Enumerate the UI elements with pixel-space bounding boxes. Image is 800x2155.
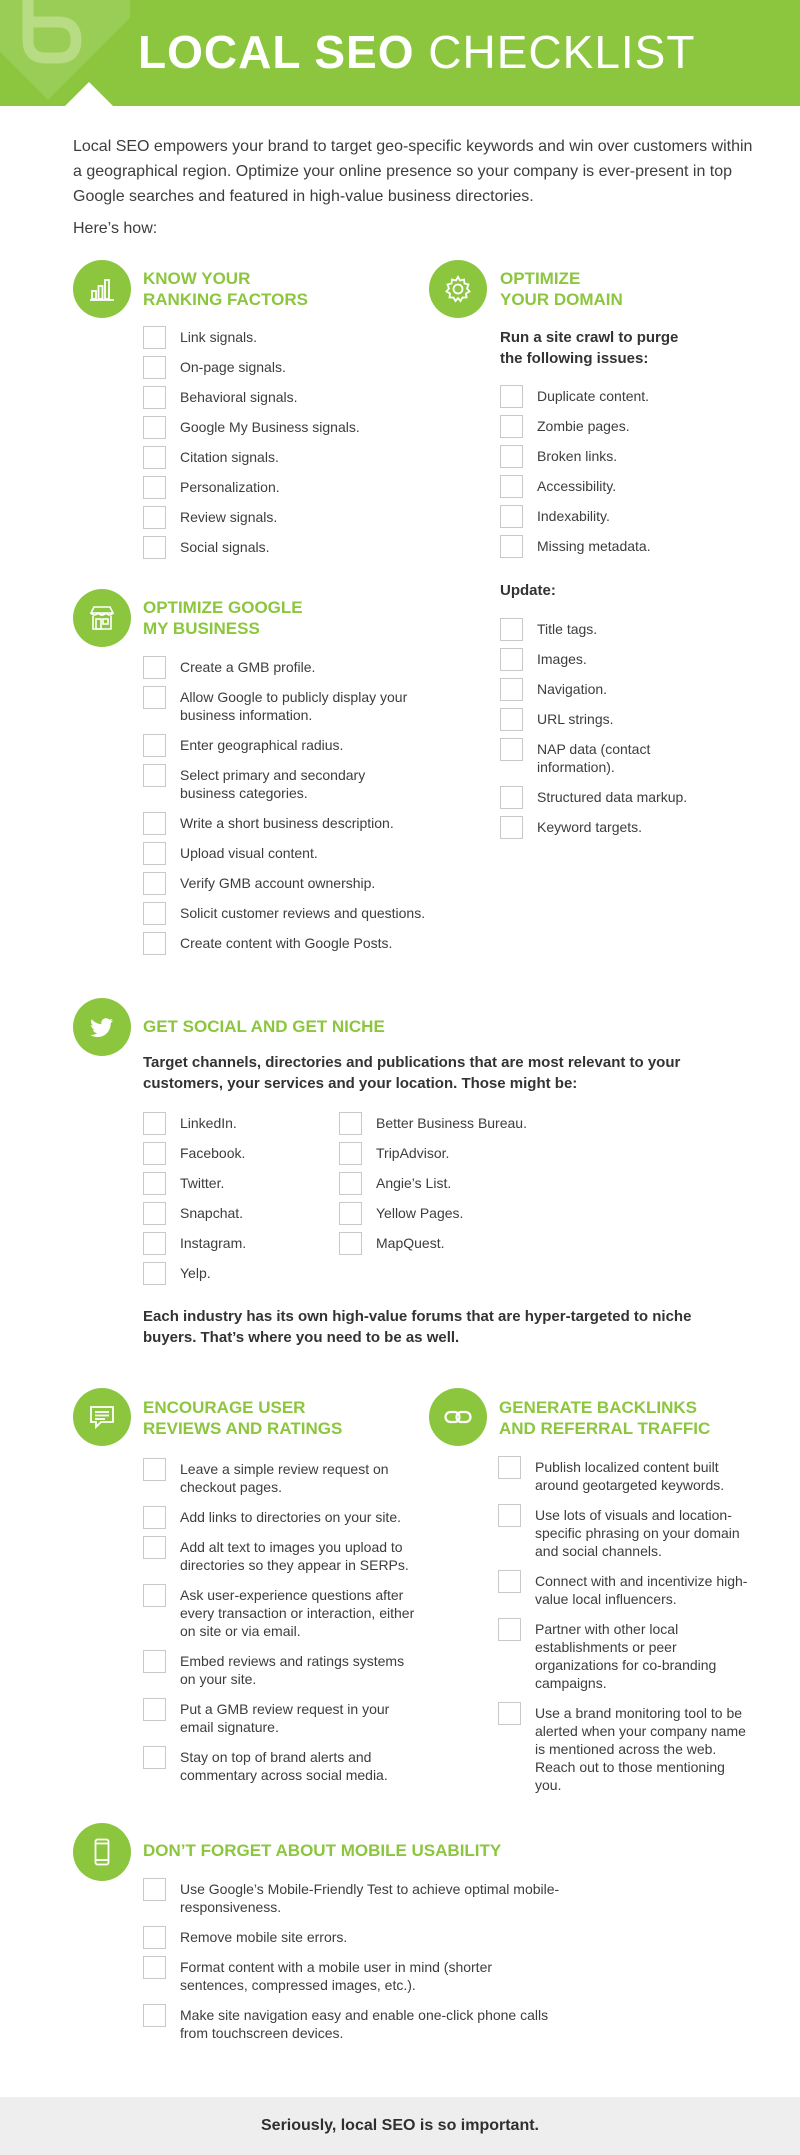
- checklist-item[interactable]: [339, 1114, 579, 1144]
- checklist-item[interactable]: [498, 1620, 748, 1704]
- checklist-item[interactable]: [498, 1572, 748, 1620]
- checklist-item[interactable]: [500, 477, 760, 507]
- mobile-section-title: DON’T FORGET ABOUT MOBILE USABILITY: [143, 1841, 502, 1860]
- checkbox[interactable]: [339, 1112, 362, 1135]
- checklist-item[interactable]: [143, 1508, 418, 1538]
- checklist-item[interactable]: [143, 736, 443, 766]
- checkbox[interactable]: [339, 1202, 362, 1225]
- checkbox[interactable]: [143, 1746, 166, 1769]
- twitter-bird-icon: [87, 1012, 117, 1042]
- checklist-item[interactable]: [500, 447, 760, 477]
- item-label: Review signals.: [180, 509, 278, 525]
- mobile-section-icon: [73, 1823, 131, 1881]
- footer-banner: [0, 2097, 800, 2155]
- item-label: On-page signals.: [180, 359, 286, 375]
- checklist-item[interactable]: [339, 1174, 579, 1204]
- item-label: Allow Google to publicly display your business information.: [180, 689, 408, 723]
- checkbox[interactable]: [143, 506, 166, 529]
- social-channels-col2: [339, 1114, 579, 1264]
- checkbox[interactable]: [143, 416, 166, 439]
- checkbox[interactable]: [143, 1142, 166, 1165]
- checkbox[interactable]: [143, 1584, 166, 1607]
- checkbox[interactable]: [143, 536, 166, 559]
- item-label: Keyword targets.: [537, 819, 643, 835]
- item-label: Instagram.: [180, 1235, 247, 1251]
- checklist-item[interactable]: [143, 1586, 418, 1652]
- checklist-item[interactable]: [143, 1538, 418, 1586]
- checklist-item[interactable]: [143, 478, 403, 508]
- reviews-section-icon: [73, 1388, 131, 1446]
- checkbox[interactable]: [143, 326, 166, 349]
- checklist-item[interactable]: [498, 1458, 748, 1506]
- checkbox[interactable]: [143, 1232, 166, 1255]
- header-banner: [0, 0, 800, 106]
- checkbox[interactable]: [500, 678, 523, 701]
- checkbox[interactable]: [498, 1702, 521, 1725]
- item-label: Ask user-experience questions after every transaction or interaction, either on site or via email.: [180, 1587, 415, 1639]
- checklist-item[interactable]: [143, 328, 403, 358]
- item-label: Yelp.: [180, 1265, 211, 1281]
- item-label: Enter geographical radius.: [180, 737, 344, 753]
- checklist-item[interactable]: [143, 934, 443, 964]
- item-label: Make site navigation easy and enable one-click phone calls from touchscreen devices.: [180, 2007, 549, 2041]
- checkbox[interactable]: [143, 1926, 166, 1949]
- checklist-item[interactable]: [143, 358, 403, 388]
- checklist-item[interactable]: [339, 1204, 579, 1234]
- item-label: Behavioral signals.: [180, 389, 298, 405]
- reviews-section-title: [143, 1397, 342, 1439]
- checkbox[interactable]: [143, 656, 166, 679]
- item-label: Twitter.: [180, 1175, 225, 1191]
- checkbox[interactable]: [498, 1570, 521, 1593]
- domain-update-list: [500, 620, 745, 848]
- intro-paragraph: Local SEO empowers your brand to target geo-specific keywords and win over customers within a geographical region. Optimize your online presence so your company is ever-present in top Google searches and featured in high-value business directories.: [73, 138, 753, 205]
- checkbox[interactable]: [498, 1618, 521, 1641]
- checkbox[interactable]: [143, 1202, 166, 1225]
- checkbox[interactable]: [143, 1506, 166, 1529]
- social-section-icon: [73, 998, 131, 1056]
- item-label: Duplicate content.: [537, 388, 650, 404]
- gmb-title-line2: MY BUSINESS: [143, 619, 260, 638]
- item-label: MapQuest.: [376, 1235, 445, 1251]
- bar-chart-icon: [87, 274, 117, 304]
- social-intro: Target channels, directories and publications that are most relevant to your customers, your services and your location. Those might be:: [143, 1054, 681, 1092]
- checkbox[interactable]: [143, 386, 166, 409]
- checklist-item[interactable]: [143, 1958, 563, 2006]
- crawl-line2: the following issues:: [500, 350, 649, 367]
- item-label: Create content with Google Posts.: [180, 935, 393, 951]
- checklist-item[interactable]: [143, 904, 443, 934]
- item-label: Images.: [537, 651, 587, 667]
- checklist-item[interactable]: [500, 740, 745, 788]
- domain-section-icon: [429, 260, 487, 318]
- item-label: Angie’s List.: [376, 1175, 452, 1191]
- checkbox[interactable]: [500, 708, 523, 731]
- checkbox[interactable]: [143, 932, 166, 955]
- domain-title-line2: YOUR DOMAIN: [500, 290, 623, 309]
- checklist-item[interactable]: [500, 788, 745, 818]
- checkbox[interactable]: [143, 686, 166, 709]
- item-label: Select primary and secondary business categories.: [180, 767, 366, 801]
- checklist-item[interactable]: [143, 1700, 418, 1748]
- reviews-title-line2: REVIEWS AND RATINGS: [143, 1419, 343, 1438]
- item-label: Use a brand monitoring tool to be alerted when your company name is mentioned across the web. Reach out to those mentioning you.: [535, 1705, 746, 1793]
- checklist-item[interactable]: [143, 814, 443, 844]
- checklist-item[interactable]: [143, 1234, 323, 1264]
- checkbox[interactable]: [339, 1232, 362, 1255]
- item-label: Partner with other local establishments or peer organizations for co-branding campaigns.: [535, 1621, 717, 1691]
- checkbox[interactable]: [339, 1172, 362, 1195]
- checklist-item[interactable]: [143, 418, 403, 448]
- checklist-item[interactable]: [143, 1144, 323, 1174]
- item-label: Broken links.: [537, 448, 618, 464]
- checklist-item[interactable]: [143, 1174, 323, 1204]
- checklist-item[interactable]: [498, 1506, 748, 1572]
- checklist-item[interactable]: [500, 620, 745, 650]
- item-label: Accessibility.: [537, 478, 617, 494]
- item-label: Publish localized content built around geotargeted keywords.: [535, 1459, 725, 1493]
- item-label: Write a short business description.: [180, 815, 394, 831]
- checkbox[interactable]: [498, 1456, 521, 1479]
- social-channels-col1: [143, 1114, 323, 1294]
- item-label: Indexability.: [537, 508, 610, 524]
- checklist-item[interactable]: [500, 710, 745, 740]
- item-label: Structured data markup.: [537, 789, 688, 805]
- item-label: Remove mobile site errors.: [180, 1929, 348, 1945]
- checklist-item[interactable]: [143, 1880, 563, 1928]
- item-label: Add links to directories on your site.: [180, 1509, 401, 1525]
- item-label: Social signals.: [180, 539, 270, 555]
- checkbox[interactable]: [143, 1262, 166, 1285]
- checklist-item[interactable]: [500, 680, 745, 710]
- chat-bubble-icon: [87, 1402, 117, 1432]
- gmb-list: [143, 658, 443, 964]
- item-label: Personalization.: [180, 479, 280, 495]
- mobile-list: [143, 1880, 563, 2054]
- checklist-item[interactable]: [500, 818, 745, 848]
- checkbox[interactable]: [143, 734, 166, 757]
- ranking-section-icon: [73, 260, 131, 318]
- checklist-item[interactable]: [143, 1748, 418, 1796]
- item-label: Upload visual content.: [180, 845, 318, 861]
- domain-crawl-label: [500, 327, 678, 369]
- item-label: Link signals.: [180, 329, 258, 345]
- item-label: Missing metadata.: [537, 538, 651, 554]
- checklist-item[interactable]: [143, 1204, 323, 1234]
- item-label: Verify GMB account ownership.: [180, 875, 376, 891]
- checkbox[interactable]: [143, 764, 166, 787]
- checkbox[interactable]: [500, 618, 523, 641]
- item-label: Embed reviews and ratings systems on your site.: [180, 1653, 405, 1687]
- checklist-item[interactable]: [143, 658, 443, 688]
- checkbox[interactable]: [500, 816, 523, 839]
- item-label: Leave a simple review request on checkout pages.: [180, 1461, 389, 1495]
- checkbox[interactable]: [500, 445, 523, 468]
- page-title: [138, 24, 695, 80]
- domain-title-line1: OPTIMIZE: [500, 269, 581, 288]
- checklist-item[interactable]: [143, 1928, 563, 1958]
- checklist-item[interactable]: [143, 1652, 418, 1700]
- item-label: Snapchat.: [180, 1205, 244, 1221]
- checkbox[interactable]: [143, 476, 166, 499]
- item-label: Better Business Bureau.: [376, 1115, 527, 1131]
- checklist-item[interactable]: [143, 688, 443, 736]
- domain-update-label: Update:: [500, 582, 556, 599]
- header-notch: [65, 82, 113, 106]
- item-label: Connect with and incentivize high-value local influencers.: [535, 1573, 748, 1607]
- ranking-title-line1: KNOW YOUR: [143, 269, 251, 288]
- backlinks-title-line2: AND REFERRAL TRAFFIC: [499, 1419, 711, 1438]
- item-label: Create a GMB profile.: [180, 659, 316, 675]
- footer-text: Seriously, local SEO is so important.: [261, 2117, 539, 2134]
- item-label: Use lots of visuals and location-specific phrasing on your domain and social channels.: [535, 1507, 740, 1559]
- item-label: Facebook.: [180, 1145, 246, 1161]
- item-label: Format content with a mobile user in mind (shorter sentences, compressed images, etc.).: [180, 1959, 493, 1993]
- checklist-item[interactable]: [143, 388, 403, 418]
- gmb-section-title: [143, 597, 303, 639]
- checkbox[interactable]: [500, 475, 523, 498]
- checkbox[interactable]: [143, 872, 166, 895]
- domain-crawl-list: [500, 387, 760, 567]
- checkbox[interactable]: [500, 648, 523, 671]
- item-label: Citation signals.: [180, 449, 279, 465]
- checklist-item[interactable]: [500, 537, 760, 567]
- item-label: Navigation.: [537, 681, 608, 697]
- checklist-item[interactable]: [500, 650, 745, 680]
- item-label: NAP data (contact information).: [537, 741, 651, 775]
- crawl-line1: Run a site crawl to purge: [500, 329, 679, 346]
- item-label: LinkedIn.: [180, 1115, 237, 1131]
- checklist-item[interactable]: [143, 1460, 418, 1508]
- link-icon: [443, 1402, 473, 1432]
- item-label: TripAdvisor.: [376, 1145, 450, 1161]
- checklist-item[interactable]: [143, 1264, 323, 1294]
- checkbox[interactable]: [498, 1504, 521, 1527]
- item-label: Solicit customer reviews and questions.: [180, 905, 426, 921]
- checkbox[interactable]: [143, 1878, 166, 1901]
- item-label: Zombie pages.: [537, 418, 630, 434]
- item-label: Use Google’s Mobile-Friendly Test to achieve optimal mobile-responsiveness.: [180, 1881, 560, 1915]
- checkbox[interactable]: [143, 2004, 166, 2027]
- checkbox[interactable]: [500, 505, 523, 528]
- backlinks-title-line1: GENERATE BACKLINKS: [499, 1398, 698, 1417]
- item-label: URL strings.: [537, 711, 614, 727]
- checkbox[interactable]: [143, 1698, 166, 1721]
- title-bold: LOCAL SEO: [138, 26, 415, 78]
- checklist-item[interactable]: [143, 448, 403, 478]
- checklist-item[interactable]: [500, 387, 760, 417]
- checkbox[interactable]: [500, 786, 523, 809]
- item-label: Stay on top of brand alerts and commentary across social media.: [180, 1749, 388, 1783]
- gmb-section-icon: [73, 589, 131, 647]
- checkbox[interactable]: [500, 385, 523, 408]
- reviews-title-line1: ENCOURAGE USER: [143, 1398, 306, 1417]
- ranking-section-title: [143, 268, 308, 310]
- checklist-item[interactable]: [339, 1144, 579, 1174]
- gear-icon: [443, 274, 473, 304]
- smartphone-icon: [87, 1837, 117, 1867]
- checkbox[interactable]: [143, 812, 166, 835]
- checklist-item[interactable]: [143, 844, 443, 874]
- gmb-title-line1: OPTIMIZE GOOGLE: [143, 598, 303, 617]
- checklist-item[interactable]: [143, 874, 443, 904]
- backlinks-section-title: [499, 1397, 710, 1439]
- domain-section-title: [500, 268, 623, 310]
- checkbox[interactable]: [500, 415, 523, 438]
- checklist-item[interactable]: [500, 417, 760, 447]
- checkbox[interactable]: [143, 1650, 166, 1673]
- checkbox[interactable]: [143, 842, 166, 865]
- checklist-item[interactable]: [143, 2006, 563, 2054]
- checkbox[interactable]: [143, 1172, 166, 1195]
- backlinks-list: [498, 1458, 748, 1794]
- item-label: Title tags.: [537, 621, 598, 637]
- heres-how-label: Here’s how:: [73, 220, 158, 237]
- item-label: Google My Business signals.: [180, 419, 360, 435]
- checkbox[interactable]: [500, 535, 523, 558]
- checkbox[interactable]: [143, 1112, 166, 1135]
- checkbox[interactable]: [500, 738, 523, 761]
- item-label: Put a GMB review request in your email signature.: [180, 1701, 390, 1735]
- checkbox[interactable]: [143, 902, 166, 925]
- checklist-item[interactable]: [498, 1704, 748, 1794]
- item-label: Yellow Pages.: [376, 1205, 464, 1221]
- checklist-item[interactable]: [500, 507, 760, 537]
- checklist-item[interactable]: [143, 538, 403, 568]
- ranking-title-line2: RANKING FACTORS: [143, 290, 308, 309]
- checklist-item[interactable]: [339, 1234, 579, 1264]
- checkbox[interactable]: [143, 1458, 166, 1481]
- title-light: CHECKLIST: [428, 26, 696, 78]
- reviews-list: [143, 1460, 418, 1796]
- checkbox[interactable]: [143, 446, 166, 469]
- backlinks-section-icon: [429, 1388, 487, 1446]
- ranking-list: [143, 328, 403, 568]
- checklist-item[interactable]: [143, 1114, 323, 1144]
- checkbox[interactable]: [143, 1956, 166, 1979]
- storefront-icon: [87, 603, 117, 633]
- checklist-item[interactable]: [143, 508, 403, 538]
- social-section-title: GET SOCIAL AND GET NICHE: [143, 1017, 385, 1036]
- social-closing: Each industry has its own high-value forums that are hyper-targeted to niche buyers. That’s where you need to be as well.: [143, 1308, 692, 1346]
- checkbox[interactable]: [143, 1536, 166, 1559]
- checkbox[interactable]: [143, 356, 166, 379]
- checklist-item[interactable]: [143, 766, 443, 814]
- item-label: Add alt text to images you upload to directories so they appear in SERPs.: [180, 1539, 409, 1573]
- checkbox[interactable]: [339, 1142, 362, 1165]
